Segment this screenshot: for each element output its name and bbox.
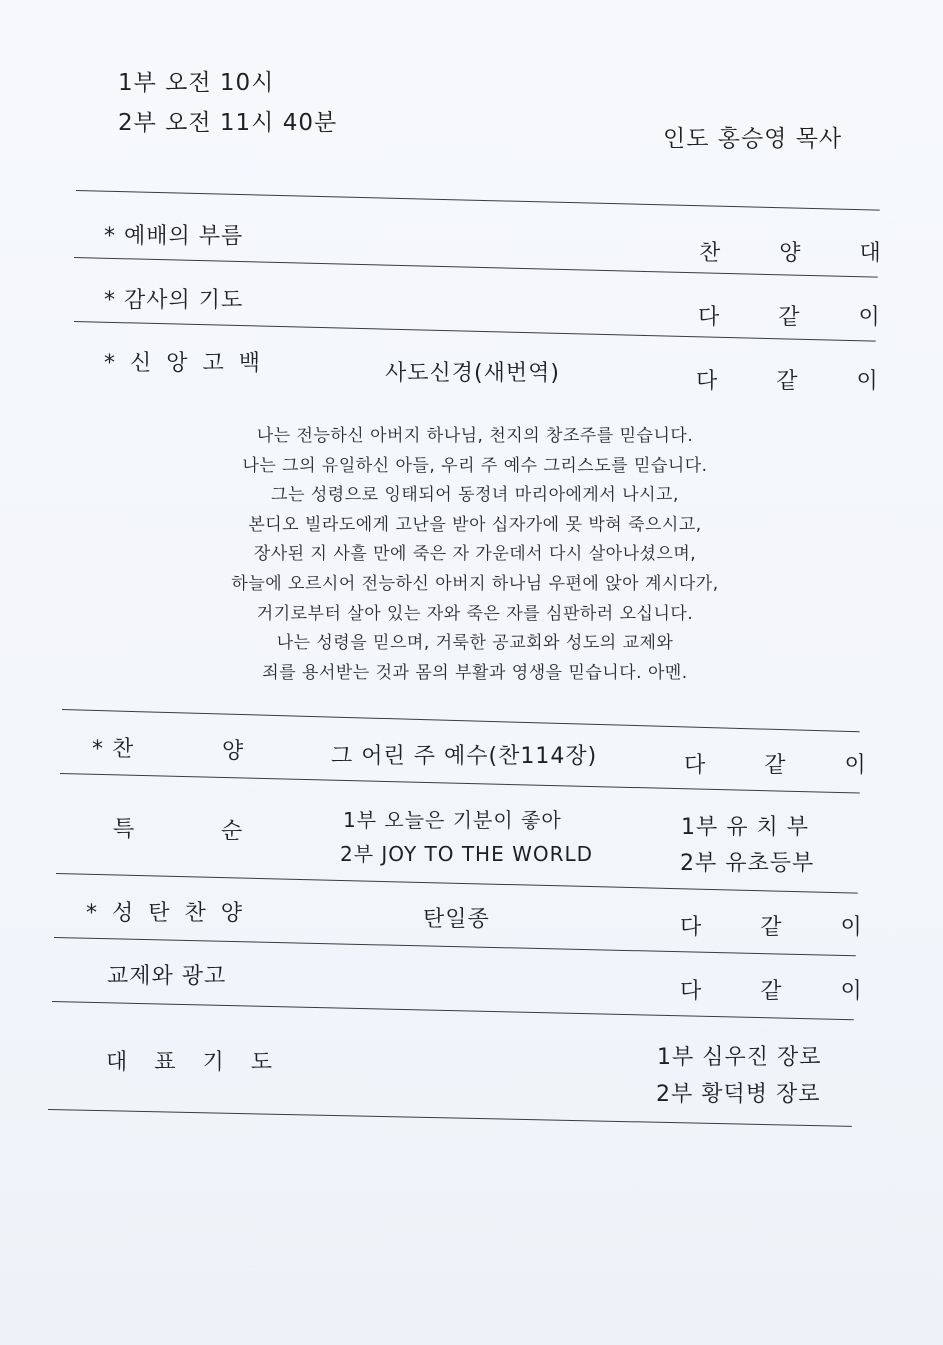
representative-prayer-by-1: 1부 심우진 장로 [657, 1045, 822, 1070]
divider-4 [62, 709, 860, 732]
call-to-worship-by: 찬 양 대 [699, 241, 907, 266]
creed-line: 나는 성령을 믿으며, 거룩한 공교회와 성도의 교제와 [276, 633, 674, 654]
confession-title: * 신 앙 고 백 [104, 351, 264, 376]
christmas-praise-content: 탄일종 [423, 907, 490, 932]
representative-prayer-by-2: 2부 황덕병 장로 [656, 1082, 821, 1107]
special-content-1: 1부 오늘은 기분이 좋아 [343, 808, 562, 832]
special-by-1: 1부 유 치 부 [681, 815, 809, 840]
representative-prayer-title: 대 표 기 도 [106, 1050, 282, 1075]
hymn-title-start: * 찬 [92, 737, 135, 762]
hymn-by: 다 같 이 [684, 753, 892, 778]
creed-line: 거기로부터 살아 있는 자와 죽은 자를 심판하러 오십니다. [256, 603, 694, 624]
special-title-end: 순 [221, 819, 244, 844]
divider-9 [48, 1109, 852, 1127]
leader: 인도 홍승영 목사 [663, 126, 843, 152]
second-service-time: 2부 오전 11시 40분 [118, 110, 338, 136]
special-content-2: 2부 JOY TO THE WORLD [340, 842, 594, 866]
hymn-title-end: 양 [222, 739, 245, 764]
fellowship-by: 다 같 이 [680, 979, 888, 1004]
creed-line: 하늘에 오르시어 전능하신 아버지 하나님 우편에 앉아 계시다가, [231, 573, 719, 594]
prayer-of-thanks-title: * 감사의 기도 [104, 288, 244, 313]
creed-line: 장사된 지 사흘 만에 죽은 자 가운데서 다시 살아나셨으며, [253, 544, 697, 565]
fellowship-title: 교제와 광고 [107, 964, 227, 989]
creed-line: 나는 전능하신 아버지 하나님, 천지의 창조주를 믿습니다. [256, 426, 694, 446]
call-to-worship-title: * 예배의 부름 [104, 224, 244, 249]
hymn-content: 그 어린 주 예수(찬114장) [331, 744, 598, 769]
creed-line: 그는 성령으로 잉태되어 동정녀 마리아에게서 나시고, [271, 485, 679, 506]
apostles-creed [150, 422, 800, 688]
confession-by: 다 같 이 [696, 369, 904, 394]
christmas-praise-title: * 성 탄 찬 양 [86, 901, 246, 926]
creed-line: 본디오 빌라도에게 고난을 받아 십자가에 못 박혀 죽으시고, [248, 514, 702, 535]
christmas-praise-by: 다 같 이 [680, 915, 888, 940]
creed-line: 나는 그의 유일하신 아들, 우리 주 예수 그리스도를 믿습니다. [242, 455, 708, 476]
divider-1 [76, 190, 880, 211]
prayer-of-thanks-by: 다 같 이 [698, 305, 906, 330]
first-service-time: 1부 오전 10시 [118, 70, 275, 96]
special-title-start: 특 [113, 817, 136, 842]
creed-line: 죄를 용서받는 것과 몸의 부활과 영생을 믿습니다. 아멘. [262, 662, 688, 683]
confession-content: 사도신경(새번역) [385, 361, 560, 386]
special-by-2: 2부 유초등부 [680, 851, 815, 876]
